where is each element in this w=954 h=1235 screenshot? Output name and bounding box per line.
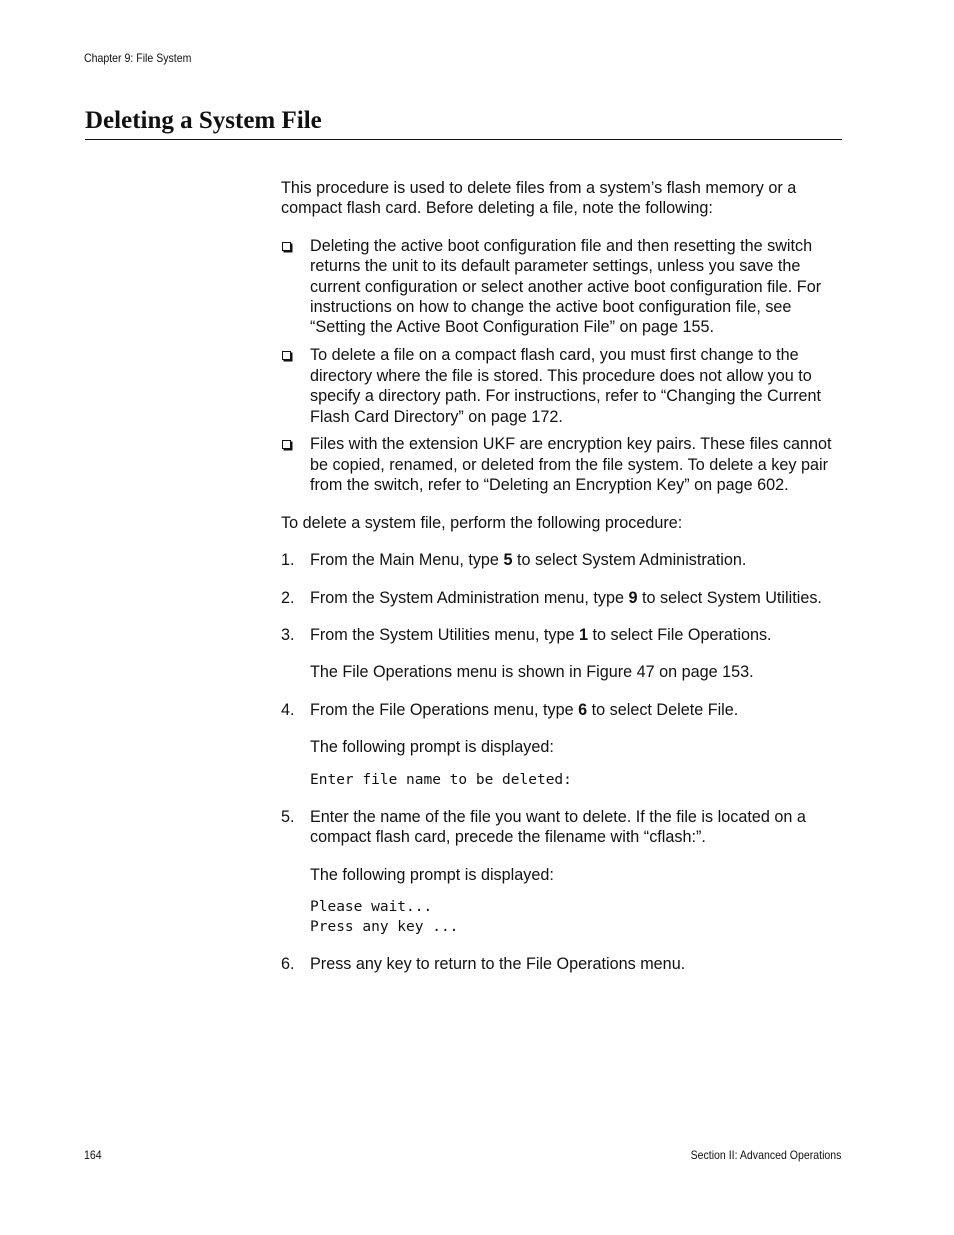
step-number: 2. bbox=[281, 588, 295, 607]
step-number: 5. bbox=[281, 808, 295, 827]
step-number: 4. bbox=[281, 700, 295, 719]
step-text: From the System Administration menu, type 9 to select System Utilities. bbox=[310, 588, 822, 607]
step-number: 6. bbox=[281, 955, 295, 974]
procedure-step bbox=[281, 550, 843, 570]
step-text: Press any key to return to the File Operations menu. bbox=[310, 955, 686, 974]
note-text: To delete a file on a compact flash card, you must first change to the directory where the file is stored. This procedure does not allow you to specify a directory path. For instructions, refer to “Changing the Current Flash Card Directory” on page 172. bbox=[310, 346, 822, 426]
prompt-code: Enter file name to be deleted: bbox=[310, 771, 572, 788]
step-text: From the File Operations menu, type 6 to select Delete File. bbox=[310, 700, 739, 719]
page-number: 164 bbox=[84, 1148, 102, 1162]
procedure-step bbox=[281, 954, 843, 974]
note-item bbox=[281, 236, 843, 338]
title-rule bbox=[85, 139, 842, 140]
procedure-step bbox=[281, 700, 843, 790]
step-number: 3. bbox=[281, 625, 295, 644]
step-note: The following prompt is displayed: bbox=[310, 865, 554, 884]
body-content bbox=[281, 178, 843, 992]
checkbox-bullet-icon bbox=[282, 242, 291, 251]
menu-key: 6 bbox=[578, 700, 588, 719]
procedure-step bbox=[281, 625, 843, 683]
intro-paragraph: This procedure is used to delete files from a system’s flash memory or a compact flash card. Before deleting a file, note the following: bbox=[281, 179, 797, 218]
step-text: From the Main Menu, type 5 to select System Administration. bbox=[310, 551, 747, 570]
step-note: The following prompt is displayed: bbox=[310, 738, 554, 757]
note-text: Files with the extension UKF are encryption key pairs. These files cannot be copied, renamed, or deleted from the file system. To delete a key pair from the switch, refer to “Deleting an Encryption Key” on page 602. bbox=[310, 435, 832, 495]
procedure-intro: To delete a system file, perform the following procedure: bbox=[281, 513, 683, 532]
menu-key: 9 bbox=[628, 588, 638, 607]
notes-list bbox=[281, 236, 843, 496]
prompt-code bbox=[310, 898, 843, 937]
checkbox-bullet-icon bbox=[282, 351, 291, 360]
section-title: Deleting a System File bbox=[85, 107, 322, 134]
note-item bbox=[281, 345, 843, 427]
menu-key: 1 bbox=[578, 625, 588, 644]
code-line: Please wait... bbox=[310, 899, 433, 916]
step-text: Enter the name of the file you want to delete. If the file is located on a compact flash card, precede the filename with “cflash:”. bbox=[310, 808, 806, 847]
step-note: The File Operations menu is shown in Figure 47 on page 153. bbox=[310, 663, 754, 682]
checkbox-bullet-icon bbox=[282, 440, 291, 449]
running-footer: Section II: Advanced Operations bbox=[690, 1148, 841, 1162]
procedure-step bbox=[281, 588, 843, 608]
code-line: Press any key ... bbox=[310, 918, 459, 935]
menu-key: 5 bbox=[503, 551, 513, 570]
note-text: Deleting the active boot configuration file and then resetting the switch returns the unit to its default parameter settings, unless you save the current configuration or select another active boot configuration file. For instructions on how to change the active boot configuration file, see “Setting the Active Boot Configuration File” on page 155. bbox=[310, 236, 822, 337]
note-item bbox=[281, 434, 843, 495]
step-text: From the System Utilities menu, type 1 to select File Operations. bbox=[310, 625, 772, 644]
procedure-steps bbox=[281, 550, 843, 975]
procedure-step bbox=[281, 807, 843, 937]
running-header: Chapter 9: File System bbox=[84, 51, 192, 65]
step-number: 1. bbox=[281, 551, 295, 570]
